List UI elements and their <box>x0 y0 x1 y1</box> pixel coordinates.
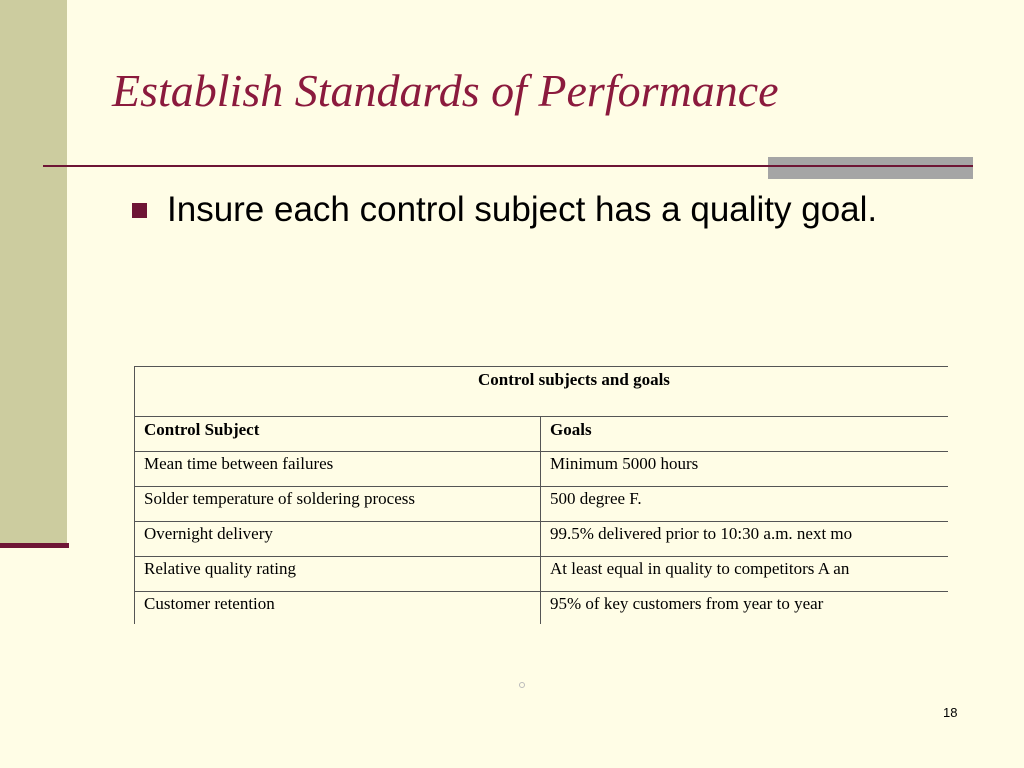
goal-cell: 95% of key customers from year to year <box>541 592 949 625</box>
control-subject-cell: Relative quality rating <box>135 557 541 592</box>
bullet-text: Insure each control subject has a quality goal. <box>167 190 878 229</box>
goal-cell: At least equal in quality to competitors A an <box>541 557 949 592</box>
control-subjects-table-container <box>134 366 948 624</box>
stray-dot <box>519 682 525 688</box>
title-rule-accent <box>768 157 973 179</box>
side-band-bottom-bar <box>0 543 69 548</box>
control-subject-cell: Solder temperature of soldering process <box>135 487 541 522</box>
table-caption <box>135 367 949 417</box>
goal-cell: Minimum 5000 hours <box>541 452 949 487</box>
control-subject-cell: Customer retention <box>135 592 541 625</box>
goal-cell: 500 degree F. <box>541 487 949 522</box>
table-row <box>135 487 949 522</box>
table-row <box>135 452 949 487</box>
table-caption-text: Control subjects and goals <box>478 370 670 389</box>
table-header-row <box>135 417 949 452</box>
square-bullet-icon <box>132 203 147 218</box>
page-number: 18 <box>943 705 958 720</box>
goal-cell: 99.5% delivered prior to 10:30 a.m. next mo <box>541 522 949 557</box>
table-row <box>135 592 949 625</box>
table-caption-row <box>135 367 949 417</box>
column-header-control-subject: Control Subject <box>135 417 541 452</box>
table-row <box>135 557 949 592</box>
bullet-item <box>132 190 877 230</box>
slide-title: Establish Standards of Performance <box>112 65 779 116</box>
table-row <box>135 522 949 557</box>
side-band <box>0 0 67 545</box>
control-subject-cell: Mean time between failures <box>135 452 541 487</box>
control-subject-cell: Overnight delivery <box>135 522 541 557</box>
column-header-goals: Goals <box>541 417 949 452</box>
control-subjects-table <box>134 366 948 624</box>
